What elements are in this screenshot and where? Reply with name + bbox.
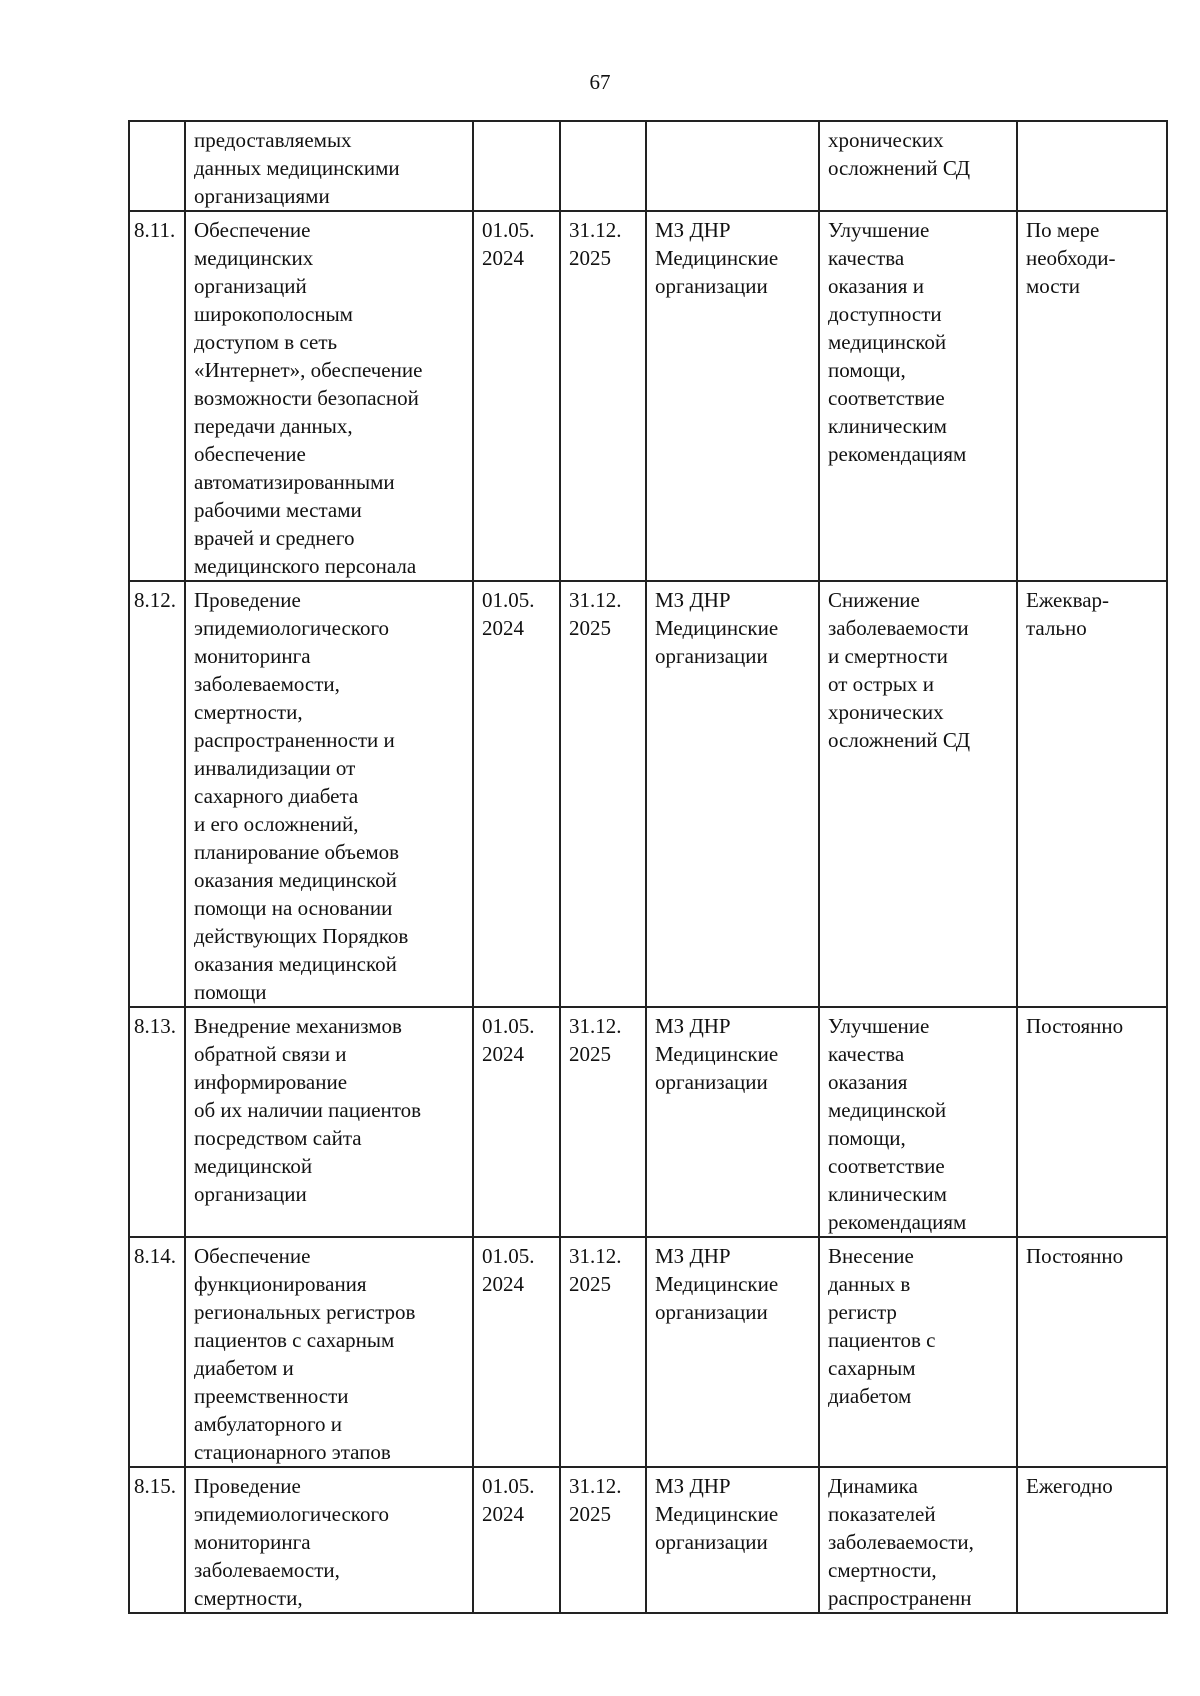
table-row — [129, 1467, 1167, 1613]
periodicity-cell: Постоянно — [1017, 1007, 1167, 1237]
result-cell: Динамика показателей заболеваемости, смертности, распространенн — [819, 1467, 1017, 1613]
periodicity-cell: Ежеквар- тально — [1017, 581, 1167, 1007]
row-number-cell: 8.15. — [129, 1467, 185, 1613]
result-cell: Внесение данных в регистр пациентов с сахарным диабетом — [819, 1237, 1017, 1467]
start-date-cell: 01.05. 2024 — [473, 1467, 560, 1613]
start-date-cell: 01.05. 2024 — [473, 1007, 560, 1237]
end-date-cell: 31.12. 2025 — [560, 1237, 646, 1467]
periodicity-cell — [1017, 121, 1167, 211]
responsible-cell: МЗ ДНР Медицинские организации — [646, 581, 819, 1007]
row-number-cell: 8.12. — [129, 581, 185, 1007]
action-plan-table — [128, 120, 1168, 1614]
periodicity-cell: По мере необходи- мости — [1017, 211, 1167, 581]
result-cell: Снижение заболеваемости и смертности от острых и хронических осложнений СД — [819, 581, 1017, 1007]
end-date-cell: 31.12. 2025 — [560, 581, 646, 1007]
activity-cell: предоставляемых данных медицинскими организациями — [185, 121, 473, 211]
periodicity-cell: Постоянно — [1017, 1237, 1167, 1467]
responsible-cell — [646, 121, 819, 211]
activity-cell: Обеспечение функционирования региональных регистров пациентов с сахарным диабетом и преемственности амбулаторного и стационарного этапов — [185, 1237, 473, 1467]
responsible-cell: МЗ ДНР Медицинские организации — [646, 1007, 819, 1237]
row-number-cell: 8.14. — [129, 1237, 185, 1467]
periodicity-cell: Ежегодно — [1017, 1467, 1167, 1613]
responsible-cell: МЗ ДНР Медицинские организации — [646, 1237, 819, 1467]
result-cell: Улучшение качества оказания и доступности медицинской помощи, соответствие клиническим рекомендациям — [819, 211, 1017, 581]
row-number-cell: 8.11. — [129, 211, 185, 581]
start-date-cell: 01.05. 2024 — [473, 1237, 560, 1467]
responsible-cell: МЗ ДНР Медицинские организации — [646, 1467, 819, 1613]
result-cell: Улучшение качества оказания медицинской помощи, соответствие клиническим рекомендациям — [819, 1007, 1017, 1237]
row-number-cell: 8.13. — [129, 1007, 185, 1237]
table-row — [129, 211, 1167, 581]
end-date-cell: 31.12. 2025 — [560, 1007, 646, 1237]
start-date-cell: 01.05. 2024 — [473, 211, 560, 581]
end-date-cell: 31.12. 2025 — [560, 211, 646, 581]
responsible-cell: МЗ ДНР Медицинские организации — [646, 211, 819, 581]
activity-cell: Проведение эпидемиологического мониторинга заболеваемости, смертности, — [185, 1467, 473, 1613]
table-row — [129, 581, 1167, 1007]
start-date-cell: 01.05. 2024 — [473, 581, 560, 1007]
table-row — [129, 1237, 1167, 1467]
activity-cell: Проведение эпидемиологического мониторинга заболеваемости, смертности, распространенности и инвалидизации от сахарного диабета и его осложнений, планирование объемов оказания медицинской помощи на основании действующих Порядков оказания медицинской помощи — [185, 581, 473, 1007]
page-number: 67 — [589, 70, 611, 94]
row-number-cell — [129, 121, 185, 211]
activity-cell: Обеспечение медицинских организаций широкополосным доступом в сеть «Интернет», обеспечение возможности безопасной передачи данных, обеспечение автоматизированными рабочими местами врачей и среднего медицинского персонала — [185, 211, 473, 581]
result-cell: хронических осложнений СД — [819, 121, 1017, 211]
activity-cell: Внедрение механизмов обратной связи и информирование об их наличии пациентов посредством сайта медицинской организации — [185, 1007, 473, 1237]
table-row — [129, 1007, 1167, 1237]
table-row — [129, 121, 1167, 211]
start-date-cell — [473, 121, 560, 211]
end-date-cell — [560, 121, 646, 211]
end-date-cell: 31.12. 2025 — [560, 1467, 646, 1613]
